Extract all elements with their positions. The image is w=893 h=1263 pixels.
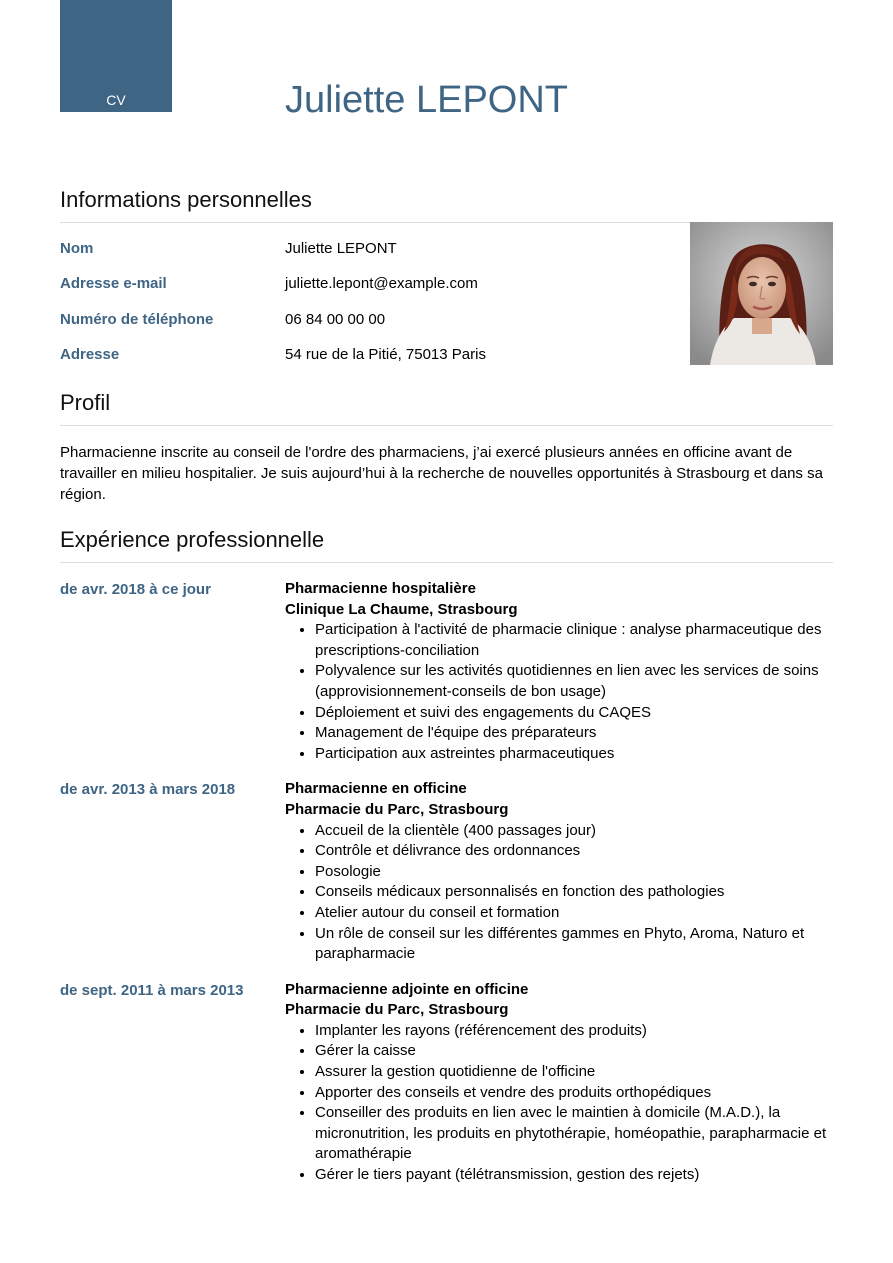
info-label: Nom	[60, 240, 94, 257]
profile-heading: Profil	[60, 389, 833, 426]
experience-company: Clinique La Chaume, Strasbourg	[285, 600, 518, 618]
experience-entry	[60, 779, 833, 964]
experience-dates: de avr. 2018 à ce jour	[60, 581, 211, 598]
experience-details	[285, 980, 833, 1186]
task-item: • Participation à l'activité de pharmacie clinique : analyse pharmaceutique des prescriptions-conciliation	[315, 620, 833, 661]
info-value: juliette.lepont@example.com	[285, 275, 478, 292]
cv-badge-label: CV	[106, 92, 126, 108]
task-item: • Un rôle de conseil sur les différentes gammes en Phyto, Aroma, Naturo et parapharmacie	[315, 924, 833, 965]
task-item: • Management de l'équipe des préparateurs	[315, 723, 833, 744]
task-item: • Apporter des conseils et vendre des produits orthopédiques	[315, 1083, 833, 1104]
page-title: Juliette LEPONT	[285, 79, 568, 121]
experience-heading: Expérience professionnelle	[60, 526, 833, 563]
task-item: • Accueil de la clientèle (400 passages jour)	[315, 821, 833, 842]
experience-dates: de avr. 2013 à mars 2018	[60, 781, 236, 799]
info-value: Juliette LEPONT	[285, 240, 397, 257]
experience-tasks	[285, 620, 833, 764]
personal-info-section	[60, 186, 833, 368]
task-item: • Gérer la caisse	[315, 1041, 833, 1062]
experience-dates: de sept. 2011 à mars 2013	[60, 981, 244, 999]
experience-entry	[60, 980, 833, 1186]
experience-role: Pharmacienne adjointe en officine	[285, 980, 529, 998]
personal-info-heading: Informations personnelles	[60, 186, 833, 223]
task-item: • Contrôle et délivrance des ordonnances	[315, 841, 833, 862]
experience-company: Pharmacie du Parc, Strasbourg	[285, 1001, 509, 1019]
experience-role: Pharmacienne en officine	[285, 780, 467, 798]
profile-section	[60, 389, 833, 505]
task-item: • Déploiement et suivi des engagements du CAQES	[315, 703, 833, 724]
task-item: • Conseils médicaux personnalisés en fonction des pathologies	[315, 882, 833, 903]
cv-badge	[60, 0, 172, 112]
info-value: 06 84 00 00 00	[285, 311, 386, 328]
profile-summary: Pharmacienne inscrite au conseil de l'ordre des pharmaciens, j’ai exercé plusieurs années en officine avant de travailler en milieu hospitalier. Je suis aujourd’hui à la recherche de nouvelles opportunités à Strasbourg et dans sa région.	[60, 444, 823, 503]
experience-section	[60, 526, 833, 1186]
info-label: Numéro de téléphone	[60, 311, 214, 328]
task-item: • Implanter les rayons (référencement des produits)	[315, 1021, 833, 1042]
task-item: • Gérer le tiers payant (télétransmission, gestion des rejets)	[315, 1165, 833, 1186]
task-item: • Assurer la gestion quotidienne de l'officine	[315, 1062, 833, 1083]
experience-tasks	[285, 821, 833, 965]
task-item: • Polyvalence sur les activités quotidiennes en lien avec les services de soins (approvisionnement-conseils de bon usage)	[315, 661, 833, 702]
experience-entry	[60, 579, 833, 764]
experience-details	[285, 579, 833, 764]
experience-details	[285, 779, 833, 964]
profile-photo	[690, 222, 833, 365]
info-label: Adresse e-mail	[60, 275, 167, 292]
experience-company: Pharmacie du Parc, Strasbourg	[285, 800, 509, 818]
task-item: • Participation aux astreintes pharmaceutiques	[315, 744, 833, 765]
info-value: 54 rue de la Pitié, 75013 Paris	[285, 346, 486, 363]
task-item: • Conseiller des produits en lien avec le maintien à domicile (M.A.D.), la micronutrition, les produits en phytothérapie, homéopathie, parapharmacie et aromathérapie	[315, 1103, 833, 1165]
experience-role: Pharmacienne hospitalière	[285, 580, 476, 597]
info-label: Adresse	[60, 346, 120, 363]
experience-tasks	[285, 1021, 833, 1186]
task-item: • Atelier autour du conseil et formation	[315, 903, 833, 924]
task-item: • Posologie	[315, 862, 833, 883]
